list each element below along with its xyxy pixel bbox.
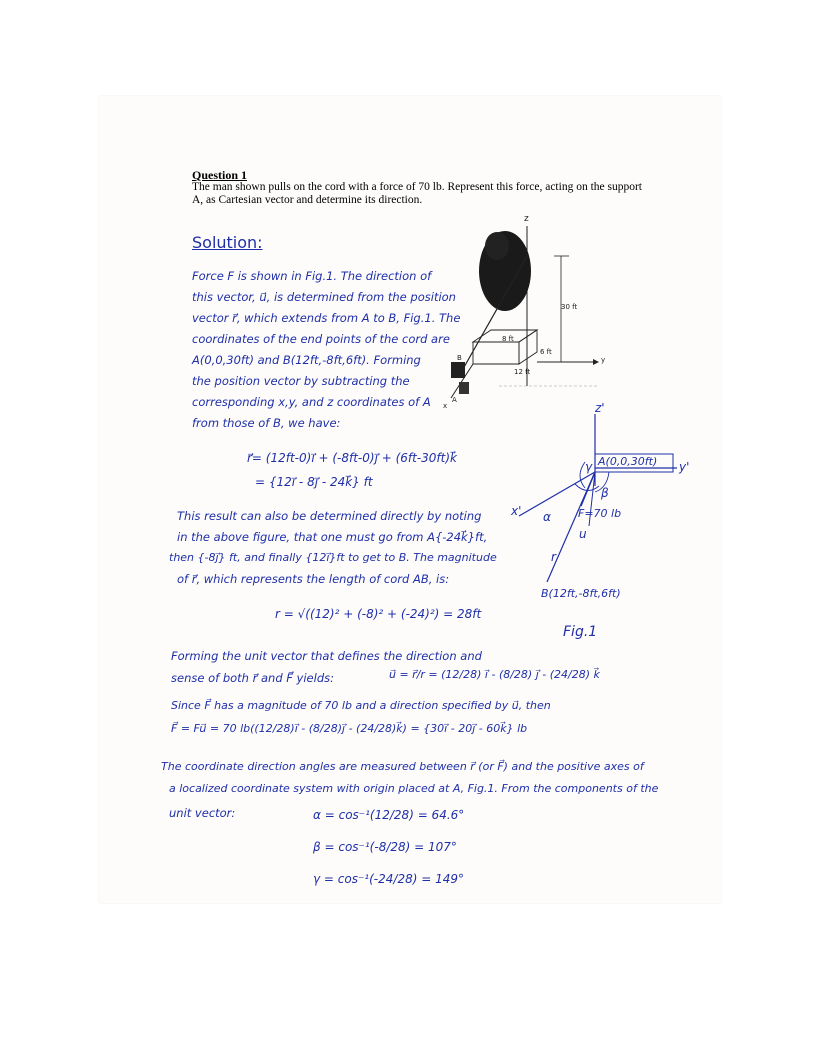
angle-line: a localized coordinate system with origin placed at A, Fig.1. From the components of the bbox=[169, 782, 659, 795]
scanned-page bbox=[99, 96, 721, 903]
question-text: The man shown pulls on the cord with a force of 70 lb. Represent this force, acting on the support A, as Cartesian vector and determine its direction. bbox=[192, 181, 642, 206]
question-title: Question 1 bbox=[192, 168, 248, 182]
fig-top-x-label: x bbox=[443, 402, 448, 410]
direct-line: then {-8j⃗} ft, and finally {12i⃗}ft to get to B. The magnitude bbox=[169, 551, 497, 564]
equation-force: F⃗ = Fu⃗ = 70 lb((12/28)i⃗ - (8/28)j⃗ - (24/28)k⃗) = {30i⃗ - 20j⃗ - 60k⃗} lb bbox=[171, 722, 528, 735]
fig-right-a-point: A(0,0,30ft) bbox=[598, 455, 658, 468]
solution-line: Force F is shown in Fig.1. The direction of bbox=[192, 269, 432, 283]
fig-top-b-label: B bbox=[457, 354, 462, 362]
fig-top-a-label: A bbox=[452, 396, 457, 404]
equation-position-vector: r⃗= (12ft-0)i⃗ + (-8ft-0)j⃗ + (6ft-30ft)k⃗ bbox=[247, 451, 457, 465]
direct-line: of r⃗, which represents the length of cord AB, is: bbox=[177, 572, 450, 586]
fig-top-y-label: y bbox=[601, 356, 606, 364]
solution-heading: Solution: bbox=[192, 233, 263, 252]
fig-top-z-label: z bbox=[524, 214, 529, 224]
equation-alpha: α = cos⁻¹(12/28) = 64.6° bbox=[313, 808, 465, 822]
solution-line: corresponding x,y, and z coordinates of A bbox=[192, 395, 431, 409]
angle-line: The coordinate direction angles are measured between r⃗ (or F⃗) and the positive axes of bbox=[161, 760, 644, 773]
fig-top-dim-12: 12 ft bbox=[514, 368, 531, 376]
fig-right-r: r bbox=[551, 550, 556, 564]
since-line: Since F⃗ has a magnitude of 70 lb and a direction specified by u⃗, then bbox=[171, 699, 551, 712]
direct-line: This result can also be determined directly by noting bbox=[177, 509, 482, 523]
fig-right-beta: β bbox=[601, 486, 609, 500]
fig-right-b-point: B(12ft,-8ft,6ft) bbox=[541, 587, 621, 600]
unit-line: sense of both r⃗ and F⃗ yields: bbox=[171, 671, 334, 685]
fig-right-force: F=70 lb bbox=[578, 507, 622, 520]
fig-right-x-prime: x' bbox=[511, 504, 522, 518]
solution-line: coordinates of the end points of the cord are bbox=[192, 332, 450, 346]
solution-line: from those of B, we have: bbox=[192, 416, 341, 430]
equation-unit-vector: u⃗ = r⃗/r = (12/28) i⃗ - (8/28) j⃗ - (24/28) k⃗ bbox=[389, 668, 600, 681]
direct-line: in the above figure, that one must go from A{-24k⃗}ft, bbox=[177, 530, 488, 544]
fig-top-dim-30: 30 ft bbox=[561, 303, 578, 311]
equation-magnitude: r = √((12)² + (-8)² + (-24)²) = 28ft bbox=[275, 607, 482, 621]
unit-line: Forming the unit vector that defines the direction and bbox=[171, 649, 482, 663]
solution-line: the position vector by subtracting the bbox=[192, 374, 410, 388]
fig-right-alpha: α bbox=[543, 510, 551, 524]
fig-right-gamma: γ bbox=[585, 460, 593, 474]
fig-right-z-prime: z' bbox=[595, 401, 605, 415]
equation-beta: β = cos⁻¹(-8/28) = 107° bbox=[313, 840, 457, 854]
equation-position-vector-result: = {12i⃗ - 8j⃗ - 24k⃗} ft bbox=[255, 475, 373, 489]
fig-right-fig-label: Fig.1 bbox=[563, 624, 598, 640]
equation-gamma: γ = cos⁻¹(-24/28) = 149° bbox=[313, 872, 464, 886]
fig-right-u: u bbox=[579, 527, 587, 541]
solution-line: vector r⃗, which extends from A to B, Fig.1. The bbox=[192, 311, 461, 325]
fig-top-dim-8: 8 ft bbox=[502, 335, 514, 343]
solution-line: this vector, u⃗, is determined from the position bbox=[192, 290, 456, 304]
fig-right-y-prime: y' bbox=[679, 460, 690, 474]
angle-line: unit vector: bbox=[169, 806, 236, 820]
solution-line: A(0,0,30ft) and B(12ft,-8ft,6ft). Forming bbox=[192, 353, 421, 367]
fig-top-dim-6: 6 ft bbox=[540, 348, 552, 356]
